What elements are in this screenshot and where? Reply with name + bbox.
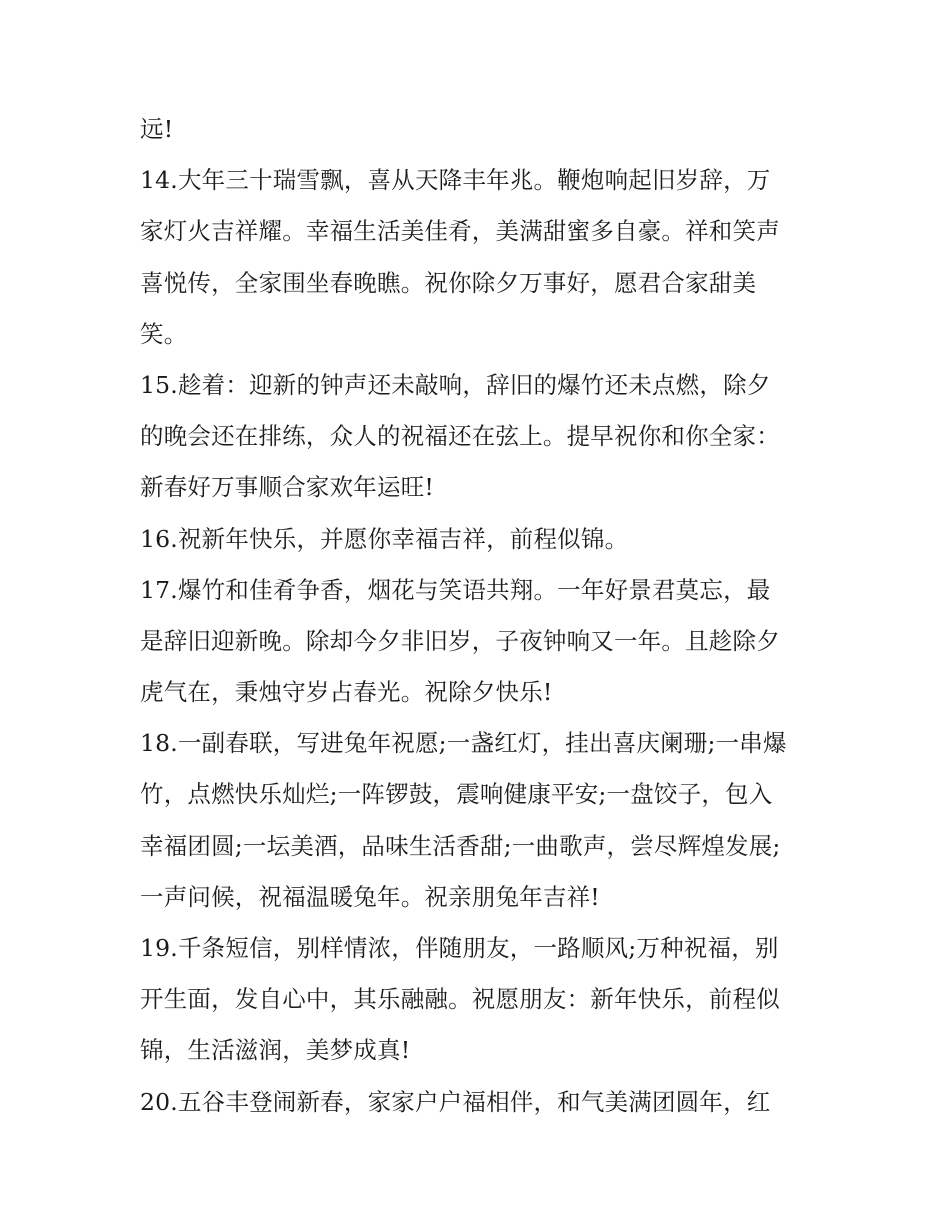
text-line: 一声问候，祝福温暖兔年。祝亲朋兔年吉祥! — [140, 882, 600, 911]
document-body — [140, 104, 820, 1128]
text-line: 家灯火吉祥耀。幸福生活美佳肴，美满甜蜜多自豪。祥和笑声 — [140, 217, 780, 246]
text-line: 竹，点燃快乐灿烂;一阵锣鼓，震响健康平安;一盘饺子，包入 — [140, 780, 773, 809]
text-line: 15.趁着：迎新的钟声还未敲响，辞旧的爆竹还未点燃，除夕 — [140, 370, 771, 399]
text-line: 16.祝新年快乐，并愿你幸福吉祥，前程似锦。 — [140, 524, 629, 553]
text-line: 开生面，发自心中，其乐融融。祝愿朋友：新年快乐，前程似 — [140, 985, 780, 1014]
text-line: 是辞旧迎新晚。除却今夕非旧岁，子夜钟响又一年。且趁除夕 — [140, 626, 780, 655]
text-line: 20.五谷丰登闹新春，家家户户福相伴，和气美满团圆年，红 — [140, 1087, 771, 1116]
text-line: 19.千条短信，别样情浓，伴随朋友，一路顺风;万种祝福，别 — [140, 934, 779, 962]
text-line: 笑。 — [140, 319, 188, 348]
text-line: 18.一副春联，写进兔年祝愿;一盏红灯，挂出喜庆阑珊;一串爆 — [140, 729, 787, 758]
text-line: 17.爆竹和佳肴争香，烟花与笑语共翔。一年好景君莫忘，最 — [140, 575, 771, 604]
text-line: 14.大年三十瑞雪飘，喜从天降丰年兆。鞭炮响起旧岁辞，万 — [140, 166, 771, 195]
text-line: 喜悦传，全家围坐春晚瞧。祝你除夕万事好，愿君合家甜美 — [140, 268, 757, 297]
text-line: 虎气在，秉烛守岁占春光。祝除夕快乐! — [140, 678, 553, 707]
text-line: 远! — [140, 115, 174, 143]
text-line: 锦，生活滋润，美梦成真! — [140, 1036, 411, 1065]
text-line: 的晚会还在排练，众人的祝福还在弦上。提早祝你和你全家： — [140, 422, 780, 451]
text-line: 新春好万事顺合家欢年运旺! — [140, 473, 435, 502]
text-line: 幸福团圆;一坛美酒，品味生活香甜;一曲歌声，尝尽辉煌发展; — [140, 831, 781, 860]
